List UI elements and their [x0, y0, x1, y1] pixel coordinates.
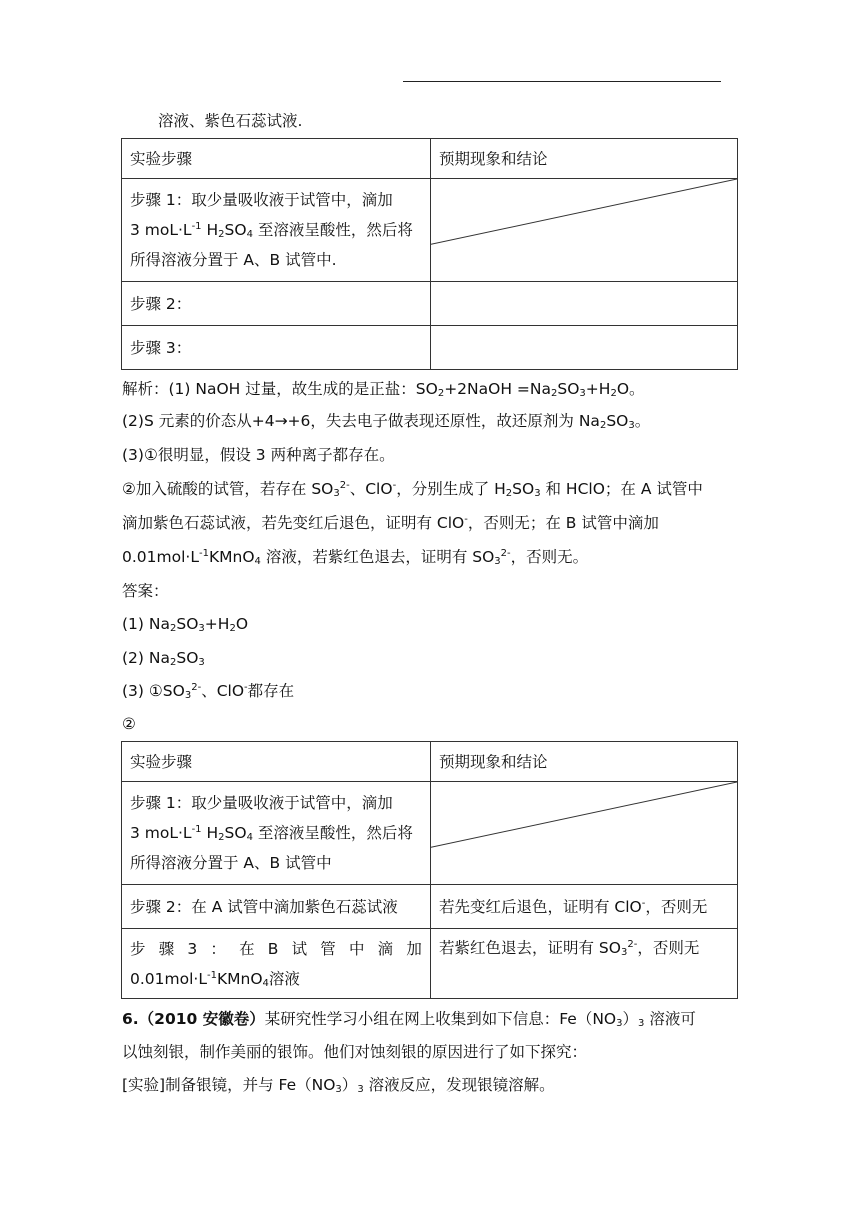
table-header-row — [122, 139, 738, 179]
table-row — [122, 929, 738, 999]
table-header-row — [122, 742, 738, 782]
step2-cell: 步骤 2： — [122, 282, 431, 326]
diagonal-empty-cell — [431, 179, 738, 282]
table-row — [122, 782, 738, 885]
header-results: 预期现象和结论 — [431, 139, 738, 179]
answer-title: 答案： — [122, 582, 169, 600]
step3-cell: 步骤 3： — [122, 326, 431, 370]
answer-2: (2) $Na_2SO_3$ — [122, 649, 205, 668]
question6-line2: 以蚀刻银，制作美丽的银饰。他们对蚀刻银的原因进行了如下探究： — [122, 1043, 588, 1061]
table-row — [122, 885, 738, 929]
header-rule — [403, 81, 721, 82]
step2-result-cell — [431, 282, 738, 326]
question6-line3: [实验]制备银镜，并与 $Fe(NO_3)_3$ 溶液反应，发现银镜溶解。 — [122, 1076, 555, 1095]
analysis-p4: ②加入硫酸的试管，若存在 $SO_3^{2-}$、ClO-，分别生成了 $H_2SO_3$ 和 HClO；在 A 试管中 — [122, 480, 703, 499]
header-steps: 实验步骤 — [122, 742, 431, 782]
step1-cell: 步骤 1：取少量吸收液于试管中，滴加 3 $moL\cdot L^{-1}$ $H_2SO_4$ 至溶液呈酸性，然后将 所得溶液分置于 A、B 试管中. — [122, 179, 431, 282]
diagonal-empty-cell — [431, 782, 738, 885]
table-row — [122, 179, 738, 282]
answer-4: ② — [122, 715, 136, 733]
question6-line1: 6.（2010 安徽卷）某研究性学习小组在网上收集到如下信息：$Fe(NO_3)_3$ 溶液可 — [122, 1010, 696, 1029]
analysis-p3: (3)①很明显，假设 3 两种离子都存在。 — [122, 446, 395, 464]
answer-1: (1) $Na_2SO_3+H_2O$ — [122, 615, 249, 634]
experiment-table-2 — [121, 741, 738, 999]
step3-result-cell — [431, 326, 738, 370]
intro-line: 溶液、紫色石蕊试液. — [158, 112, 303, 130]
header-results: 预期现象和结论 — [431, 742, 738, 782]
table-row — [122, 282, 738, 326]
table-row — [122, 326, 738, 370]
step1-cell: 步骤 1：取少量吸收液于试管中，滴加 3 $moL\cdot L^{-1}$ $H_2SO_4$ 至溶液呈酸性，然后将 所得溶液分置于 A、B 试管中 — [122, 782, 431, 885]
analysis-p1: 解析：(1) NaOH 过量，故生成的是正盐：$SO_2+2NaOH =Na_2SO_3+H_2O$。 — [122, 380, 645, 399]
analysis-p5: 滴加紫色石蕊试液，若先变红后退色，证明有 ClO-，否则无；在 B 试管中滴加 — [122, 514, 659, 532]
header-steps: 实验步骤 — [122, 139, 431, 179]
answer-3: (3) $①SO_3^{2-}$、ClO-都存在 — [122, 682, 295, 701]
experiment-table-1 — [121, 138, 738, 370]
step2-result-cell: 若先变红后退色，证明有 ClO-，否则无 — [431, 885, 738, 929]
step3-result-cell: 若紫红色退去，证明有 $SO_3^{2-}$，否则无 — [431, 929, 738, 999]
step2-cell: 步骤 2：在 A 试管中滴加紫色石蕊试液 — [122, 885, 431, 929]
analysis-p6: $0.01mol\cdot L^{-1}KMnO_4$ 溶液，若紫红色退去，证明有 $SO_3^{2-}$，否则无。 — [122, 548, 589, 567]
analysis-p2: (2)S 元素的价态从+4→+6，失去电子做表现还原性，故还原剂为 $Na_2SO_3$。 — [122, 412, 651, 431]
step3-cell: 步 骤 3 ： 在 B 试 管 中 滴 加 $0.01mol\cdot L^{-1}KMnO_4$溶液 — [122, 929, 431, 999]
